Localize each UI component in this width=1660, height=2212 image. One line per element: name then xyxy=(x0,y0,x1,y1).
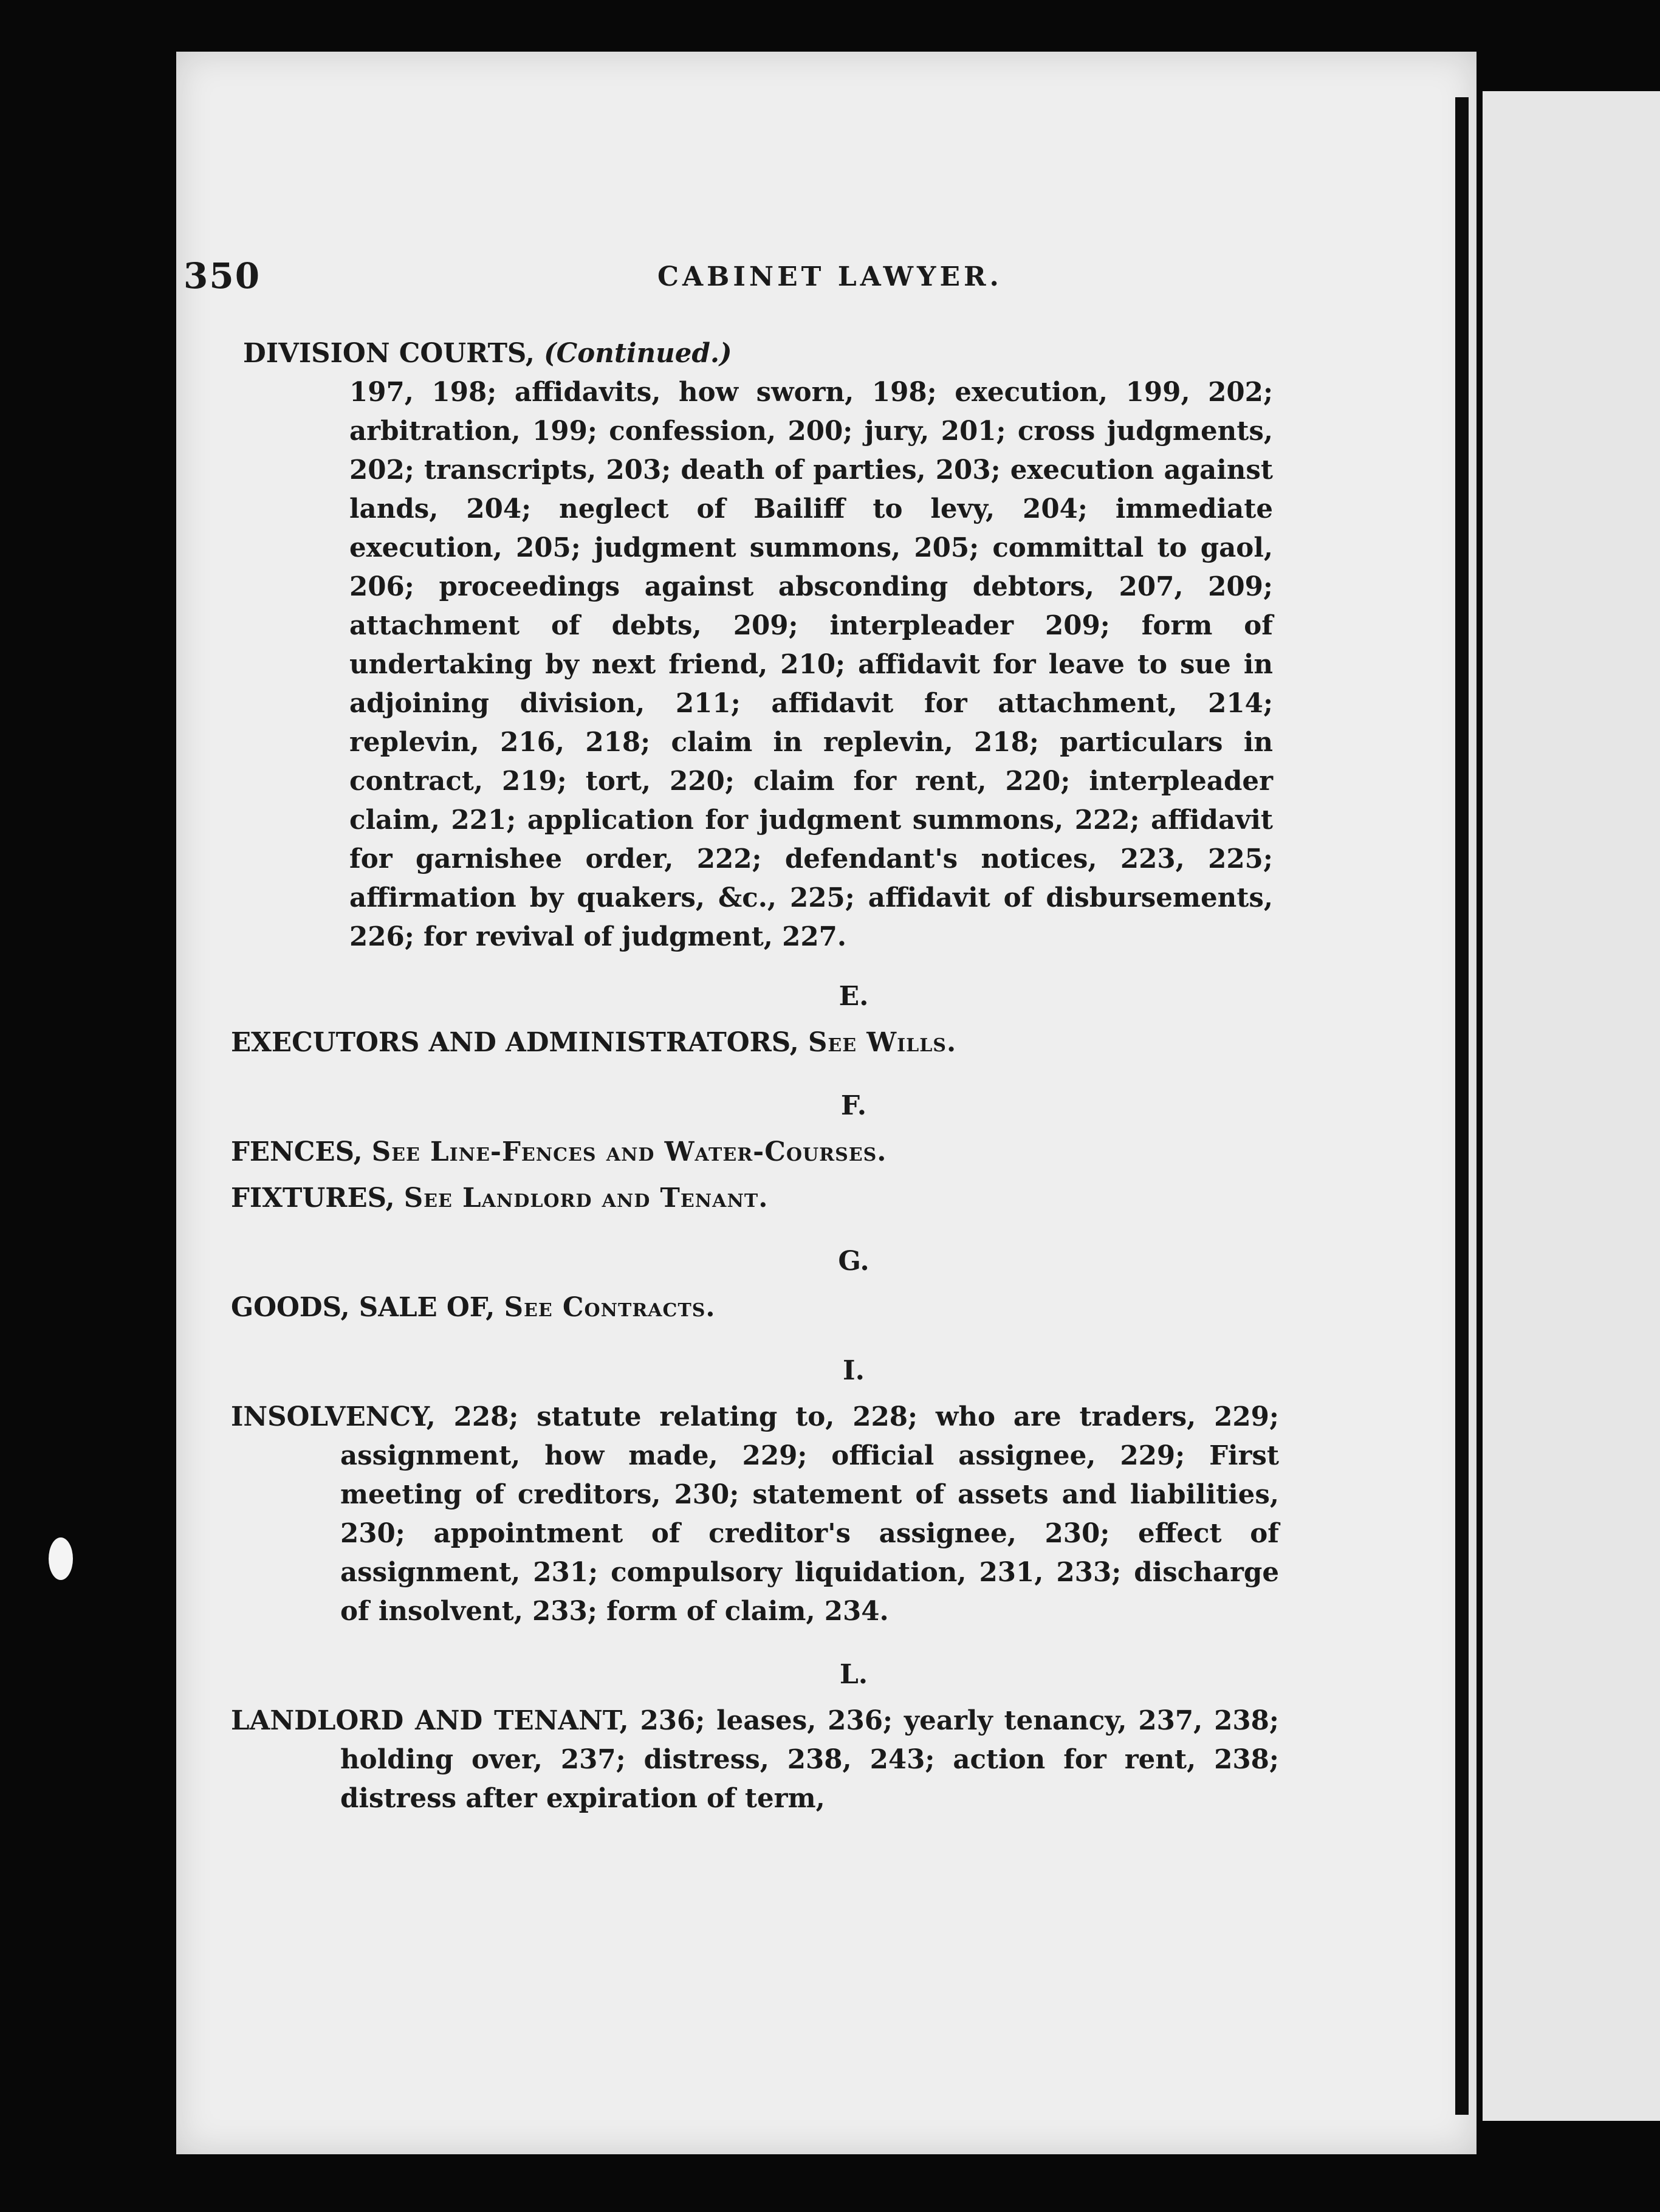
section-letter-i: I. xyxy=(843,1355,865,1386)
cross-reference: See Landlord and Tenant. xyxy=(403,1183,769,1214)
entry-fixtures xyxy=(231,1179,1267,1218)
entry-title: GOODS, SALE OF, xyxy=(231,1292,504,1323)
entry-body: 197, 198; affidavits, how sworn, 198; execution, 199, 202; arbitration, 199; confession, 200; jury, 201; cross judgments, 202; transcripts, 203; death of parties, 203; execution against lands, 204; neglect of Bailiff to levy, 204; immediate execution, 205; judgment summons, 205; committal to gaol, 206; proceedings against absconding debtors, 207, 209; attachment of debts, 209; interpleader 209; form of undertaking by next friend, 210; affidavit for leave to sue in adjoining division, 211; affidavit for attachment, 214; replevin, 216, 218; claim in replevin, 218; particulars in contract, 219; tort, 220; claim for rent, 220; interpleader claim, 221; application for judgment summons, 222; affidavit for garnishee order, 222; defendant's notices, 223, 225; affirmation by quakers, &c., 225; affidavit of disbursements, 226; for revival of judgment, 227. xyxy=(349,377,1273,952)
entry-title: DIVISION COURTS, xyxy=(243,338,544,369)
entry-division-courts xyxy=(243,334,1273,957)
index-content xyxy=(231,334,1279,1818)
book-gutter xyxy=(1455,97,1469,2115)
adjacent-page-edge xyxy=(1483,91,1660,2121)
entry-title: INSOLVENCY, xyxy=(231,1401,454,1432)
running-head: CABINET LAWYER. xyxy=(657,261,1003,292)
entry-title: EXECUTORS AND ADMINISTRATORS, xyxy=(231,1027,808,1058)
page-header xyxy=(183,255,1253,310)
section-letter-l: L. xyxy=(839,1659,868,1690)
entry-body: 236; leases, 236; yearly tenancy, 237, 238; holding over, 237; distress, 238, 243; action for rent, 238; distress after expiration of term, xyxy=(340,1705,1279,1814)
cross-reference: See Line-Fences and Water-Courses. xyxy=(371,1136,887,1167)
cross-reference: See Wills. xyxy=(808,1027,957,1058)
entry-landlord-tenant xyxy=(231,1702,1279,1818)
entry-title: LANDLORD AND TENANT, xyxy=(231,1705,640,1736)
section-letter-f: F. xyxy=(840,1090,867,1121)
entry-executors xyxy=(231,1023,1267,1062)
section-letter-e: E. xyxy=(839,981,869,1012)
entry-insolvency xyxy=(231,1398,1279,1631)
page-number: 350 xyxy=(183,255,261,297)
section-letter-g: G. xyxy=(838,1246,869,1277)
entry-heading xyxy=(243,334,1267,373)
entry-body: 228; statute relating to, 228; who are traders, 229; assignment, how made, 229; official assignee, 229; First meeting of creditors, 230; statement of assets and liabilities, 230; appointment of creditor's assignee, 230; effect of assignment, 231; compulsory liquidation, 231, 233; discharge of insolvent, 233; form of claim, 234. xyxy=(340,1401,1279,1627)
entry-title: FIXTURES, xyxy=(231,1183,404,1214)
continued-label: (Continued.) xyxy=(544,338,732,369)
entry-title: FENCES, xyxy=(231,1136,372,1167)
paper-speck xyxy=(49,1537,73,1580)
entry-goods xyxy=(231,1288,1267,1327)
cross-reference: See Contracts. xyxy=(504,1292,716,1323)
entry-fences xyxy=(231,1133,1267,1172)
